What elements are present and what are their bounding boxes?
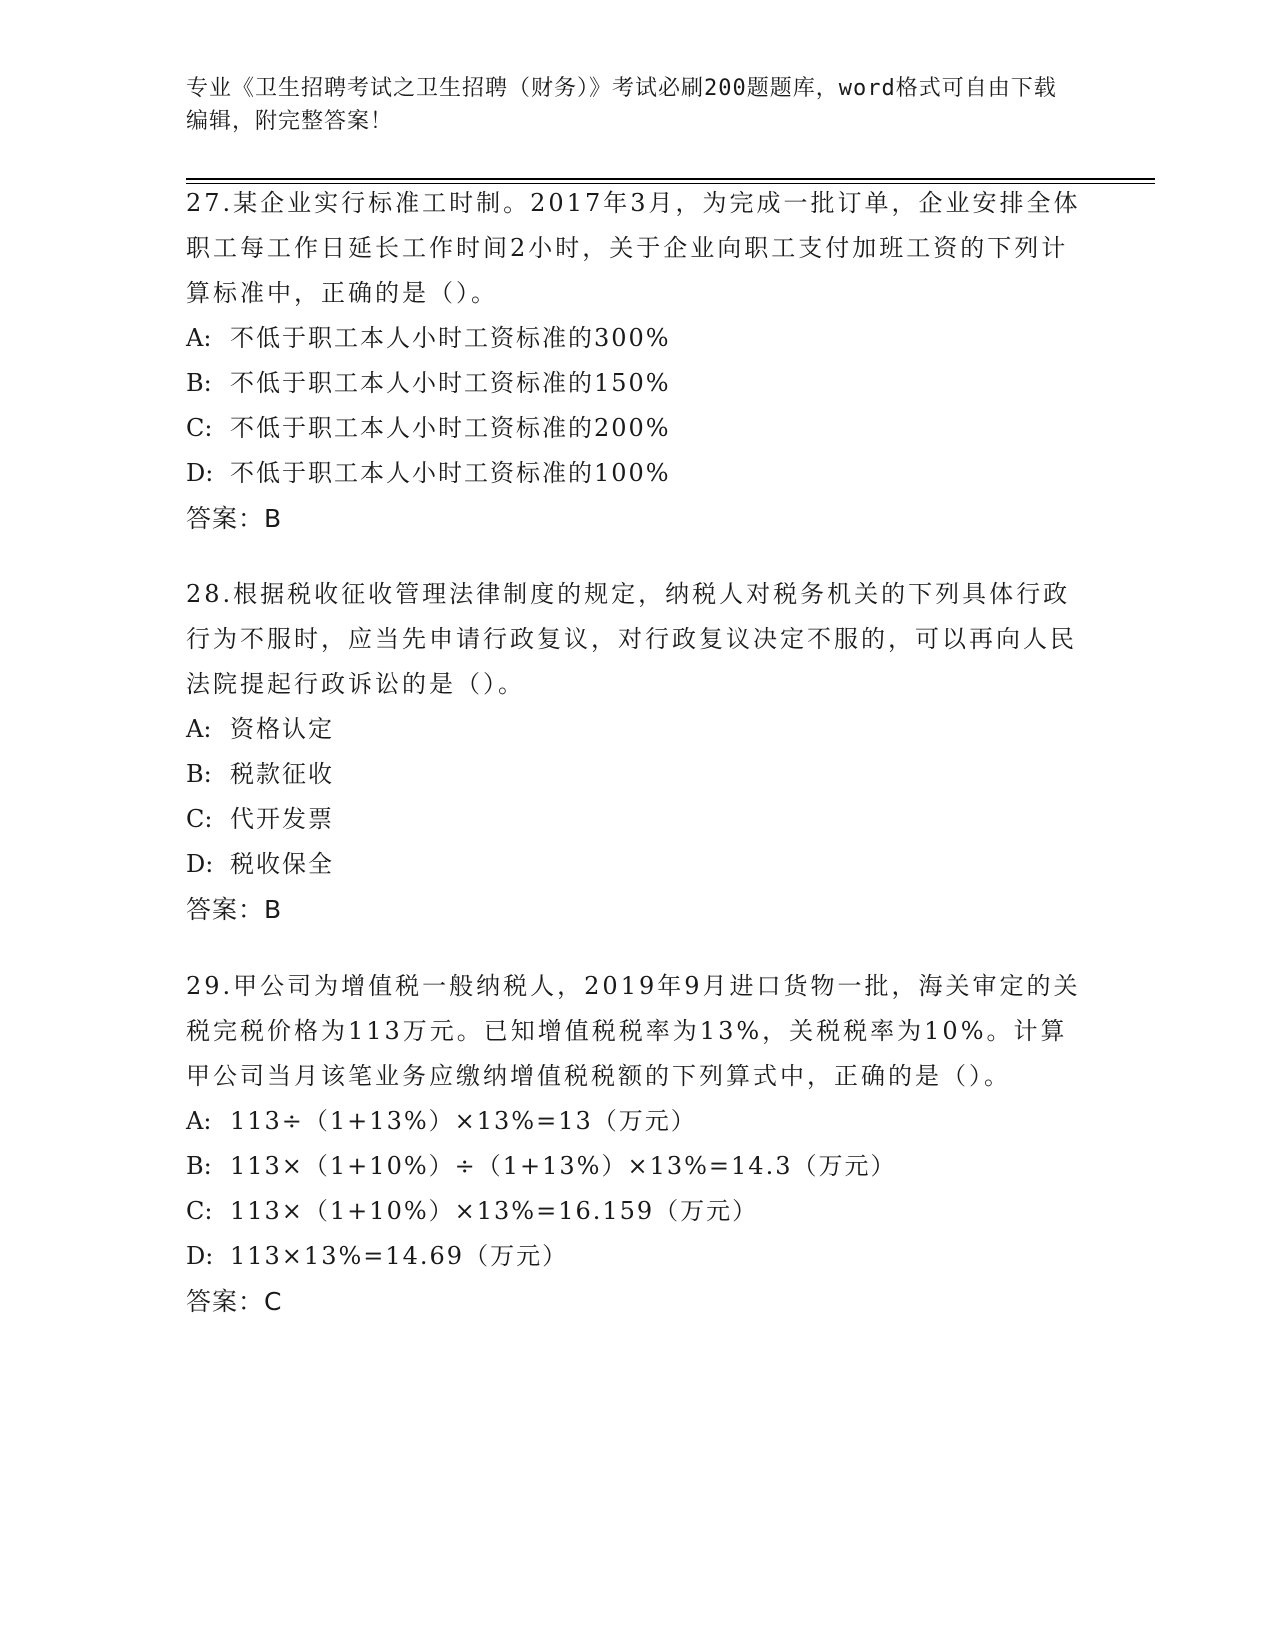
option-text: 113×13%=14.69（万元） <box>230 1242 569 1270</box>
option-text: 代开发票 <box>230 805 334 833</box>
option-text: 税收保全 <box>230 850 334 878</box>
option-text: 税款征收 <box>230 760 334 788</box>
option-letter: B: <box>186 369 212 397</box>
option-text: 不低于职工本人小时工资标准的200% <box>230 414 671 442</box>
option-text: 不低于职工本人小时工资标准的100% <box>230 459 671 487</box>
question-stem: 29.甲公司为增值税一般纳税人，2019年9月进口货物一批，海关审定的关税完税价格为113万元。已知增值税税率为13%，关税税率为10%。计算甲公司当月该笔业务应缴纳增值税税额的下列算式中，正确的是（）。 <box>186 972 1081 1090</box>
option-a <box>186 316 1086 361</box>
option-a <box>186 707 1086 752</box>
question-stem: 27.某企业实行标准工时制。2017年3月，为完成一批订单，企业安排全体职工每工作日延长工作时间2小时，关于企业向职工支付加班工资的下列计算标准中，正确的是（）。 <box>186 189 1081 307</box>
option-letter: D: <box>186 459 214 487</box>
option-d <box>186 842 1086 887</box>
option-d <box>186 1234 1086 1279</box>
header-rule-thick <box>186 178 1155 180</box>
option-letter: A: <box>186 324 212 352</box>
option-letter: B: <box>186 760 212 788</box>
option-c <box>186 797 1086 842</box>
option-letter: C: <box>186 414 213 442</box>
answer-label: 答案：B <box>186 895 283 924</box>
question-29 <box>186 964 1086 1324</box>
option-a <box>186 1099 1086 1144</box>
document-header: 专业《卫生招聘考试之卫生招聘（财务）》考试必刷200题题库，word格式可自由下载编辑，附完整答案！ <box>186 76 1057 134</box>
option-text: 113×（1+10%）÷（1+13%）×13%=14.3（万元） <box>230 1152 897 1180</box>
option-letter: A: <box>186 1107 212 1135</box>
option-c <box>186 1189 1086 1234</box>
option-d <box>186 451 1086 496</box>
option-text: 113×（1+10%）×13%=16.159（万元） <box>230 1197 759 1225</box>
option-b <box>186 361 1086 406</box>
option-c <box>186 406 1086 451</box>
option-text: 不低于职工本人小时工资标准的150% <box>230 369 671 397</box>
question-stem: 28.根据税收征收管理法律制度的规定，纳税人对税务机关的下列具体行政行为不服时，应当先申请行政复议，对行政复议决定不服的，可以再向人民法院提起行政诉讼的是（）。 <box>186 580 1077 698</box>
answer-label: 答案：B <box>186 504 283 533</box>
option-b <box>186 752 1086 797</box>
option-text: 资格认定 <box>230 715 334 743</box>
option-letter: C: <box>186 805 213 833</box>
answer-label: 答案：C <box>186 1287 283 1316</box>
option-letter: C: <box>186 1197 213 1225</box>
option-letter: D: <box>186 1242 214 1270</box>
option-b <box>186 1144 1086 1189</box>
question-28 <box>186 572 1086 932</box>
option-text: 113÷（1+13%）×13%=13（万元） <box>230 1107 697 1135</box>
option-letter: A: <box>186 715 212 743</box>
question-27 <box>186 181 1086 541</box>
option-letter: B: <box>186 1152 212 1180</box>
option-text: 不低于职工本人小时工资标准的300% <box>230 324 671 352</box>
option-letter: D: <box>186 850 214 878</box>
